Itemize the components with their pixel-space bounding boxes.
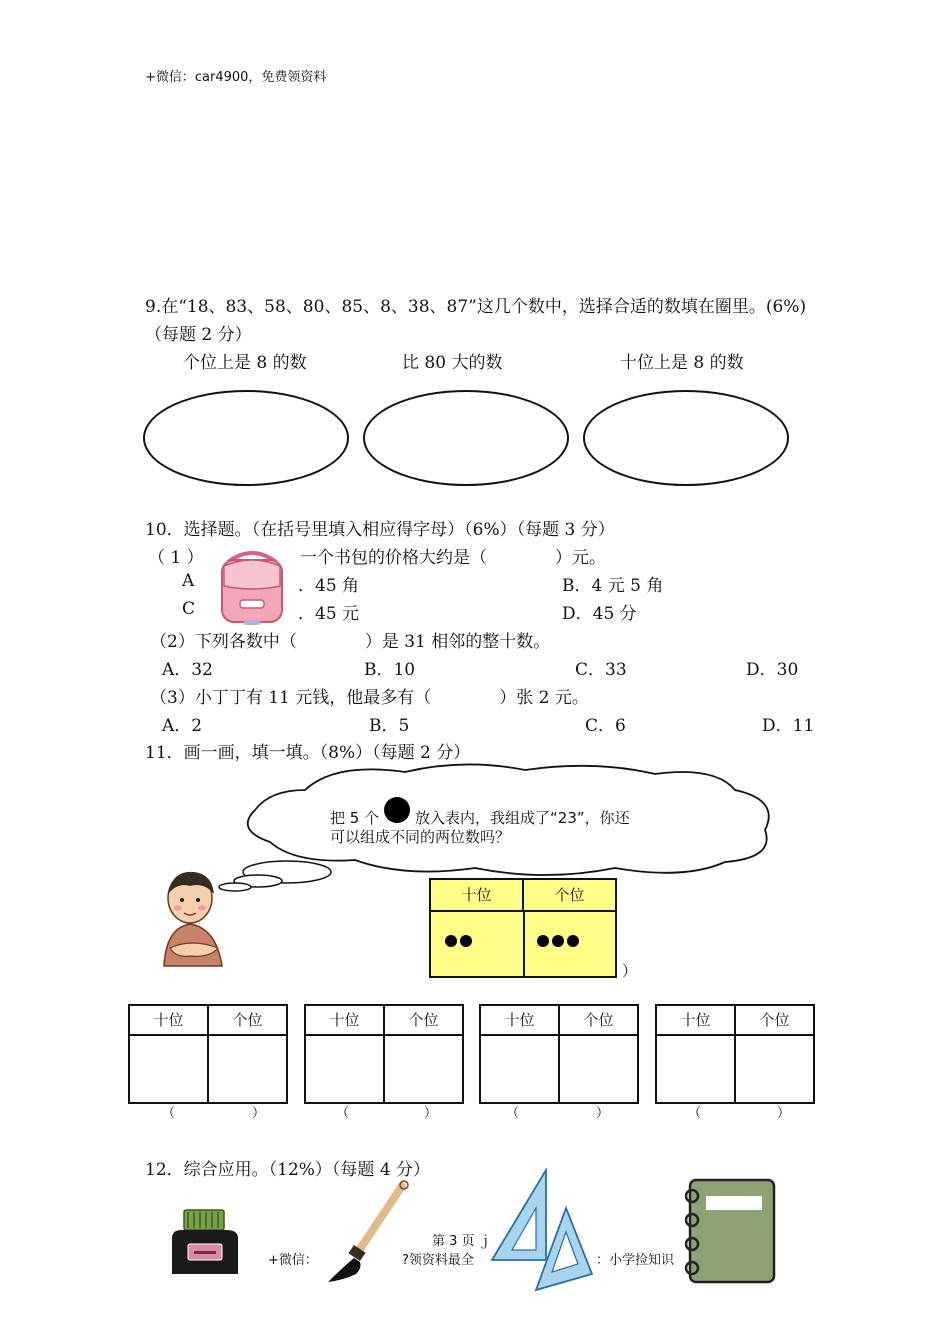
q10-part1-option-b: B．4 元 5 角	[562, 576, 664, 596]
q10-part2-option-a: A．32	[162, 660, 213, 680]
answer-table-1[interactable]	[128, 1004, 288, 1104]
tens-cell[interactable]	[657, 1036, 736, 1104]
q10-part1-a-letter: A	[182, 571, 195, 591]
q10-part3-option-b: B．5	[369, 716, 410, 736]
ones-cell[interactable]	[209, 1036, 286, 1104]
footer-brand: ：小学捡知识	[596, 1253, 675, 1268]
answer-table-2[interactable]	[304, 1004, 464, 1104]
tens-header: 十位	[657, 1006, 736, 1034]
q10-title: 10．选择题。（在括号里填入相应得字母）（6%）（每题 3 分）	[145, 520, 615, 540]
brush-icon	[322, 1180, 412, 1292]
ones-header: 个位	[408, 1011, 439, 1029]
tens-header: 十位	[306, 1006, 385, 1034]
ones-header: 个位	[759, 1011, 790, 1029]
q10-part1-text: 一个书包的价格大约是（ ）元。	[300, 548, 606, 568]
q10-part3-option-a: A．2	[162, 716, 203, 736]
tens-header: 十位	[481, 1006, 560, 1034]
notebook-icon	[680, 1178, 780, 1290]
answer-table-3[interactable]	[479, 1004, 639, 1104]
footer-free: ?领资料最全	[402, 1253, 474, 1268]
q10-part1-number: （ 1 ）	[148, 548, 204, 568]
ones-header: 个位	[583, 1011, 614, 1029]
bead-dot	[537, 935, 549, 947]
example-ones-cell	[525, 912, 615, 978]
boy-illustration	[160, 868, 230, 972]
watermark-top: +微信：car4900，免费领资料	[145, 70, 327, 85]
q10-part1-option-a: ．45 角	[298, 576, 360, 596]
tens-cell[interactable]	[130, 1036, 209, 1104]
tens-cell[interactable]	[481, 1036, 560, 1104]
bead-dot	[567, 935, 579, 947]
schoolbag-icon	[214, 548, 290, 630]
answer-paren-open: （	[506, 1106, 520, 1121]
answer-oval-3[interactable]	[583, 390, 789, 486]
q9-label-ones-8: 个位上是 8 的数	[183, 353, 307, 373]
example-close-paren: ）	[622, 962, 638, 980]
q9-subtitle: （每题 2 分）	[145, 325, 252, 345]
bubble-text-line2: 可以组成不同的两位数吗？	[330, 828, 511, 846]
bead-dot	[460, 935, 472, 947]
bead-dot	[445, 935, 457, 947]
q10-part2-text: （2）下列各数中（ ）是 31 相邻的整十数。	[150, 632, 551, 652]
q10-part1-option-d: D．45 分	[562, 604, 637, 624]
bead-icon	[384, 797, 410, 823]
example-tens-header: 十位	[431, 880, 524, 910]
example-place-value-table	[429, 878, 617, 978]
q10-part3-option-c: C．6	[585, 716, 626, 736]
tens-cell[interactable]	[306, 1036, 385, 1104]
ink-bottle-icon	[168, 1208, 242, 1282]
q12-title: 12．综合应用。（12%）（每题 4 分）	[145, 1160, 431, 1180]
ones-cell[interactable]	[736, 1036, 813, 1104]
q9-label-gt-80: 比 80 大的数	[402, 353, 503, 373]
q11-title: 11．画一画，填一填。（8%）（每题 2 分）	[145, 743, 471, 763]
bubble-text-post: 放入表内，我组成了“23”，你还	[415, 809, 630, 827]
answer-paren-close: ）	[424, 1106, 438, 1121]
answer-paren-open: （	[336, 1106, 350, 1121]
answer-table-4[interactable]	[655, 1004, 815, 1104]
answer-paren-close: ）	[777, 1106, 791, 1121]
answer-paren-open: （	[162, 1106, 176, 1121]
q10-part2-option-b: B．10	[364, 660, 416, 680]
q10-part1-c-letter: C	[182, 599, 196, 619]
answer-oval-2[interactable]	[363, 390, 569, 486]
footer-page-number: 第 3 页 ｊ	[432, 1234, 492, 1249]
example-ones-header: 个位	[554, 886, 585, 904]
answer-oval-1[interactable]	[143, 390, 349, 486]
answer-paren-close: ）	[596, 1106, 610, 1121]
ones-cell[interactable]	[385, 1036, 462, 1104]
bubble-text-pre: 把 5 个	[330, 809, 380, 827]
footer-wechat: +微信：	[268, 1253, 318, 1268]
ones-cell[interactable]	[560, 1036, 637, 1104]
q10-part2-option-c: C．33	[575, 660, 627, 680]
example-tens-cell	[431, 912, 525, 978]
q10-part3-option-d: D．11	[762, 716, 815, 736]
set-square-icon	[488, 1168, 598, 1297]
tens-header: 十位	[130, 1006, 209, 1034]
q10-part3-text: （3）小丁丁有 11 元钱，他最多有（ ）张 2 元。	[150, 688, 589, 708]
q10-part2-option-d: D．30	[746, 660, 799, 680]
ones-header: 个位	[232, 1011, 263, 1029]
q9-label-tens-8: 十位上是 8 的数	[620, 353, 744, 373]
answer-paren-close: ）	[252, 1106, 266, 1121]
q9-title: 9.在“18、83、58、80、85、8、38、87”这几个数中，选择合适的数填在圈里。(6%)	[145, 297, 807, 317]
q10-part1-option-c: ．45 元	[298, 604, 360, 624]
answer-paren-open: （	[688, 1106, 702, 1121]
bead-dot	[552, 935, 564, 947]
